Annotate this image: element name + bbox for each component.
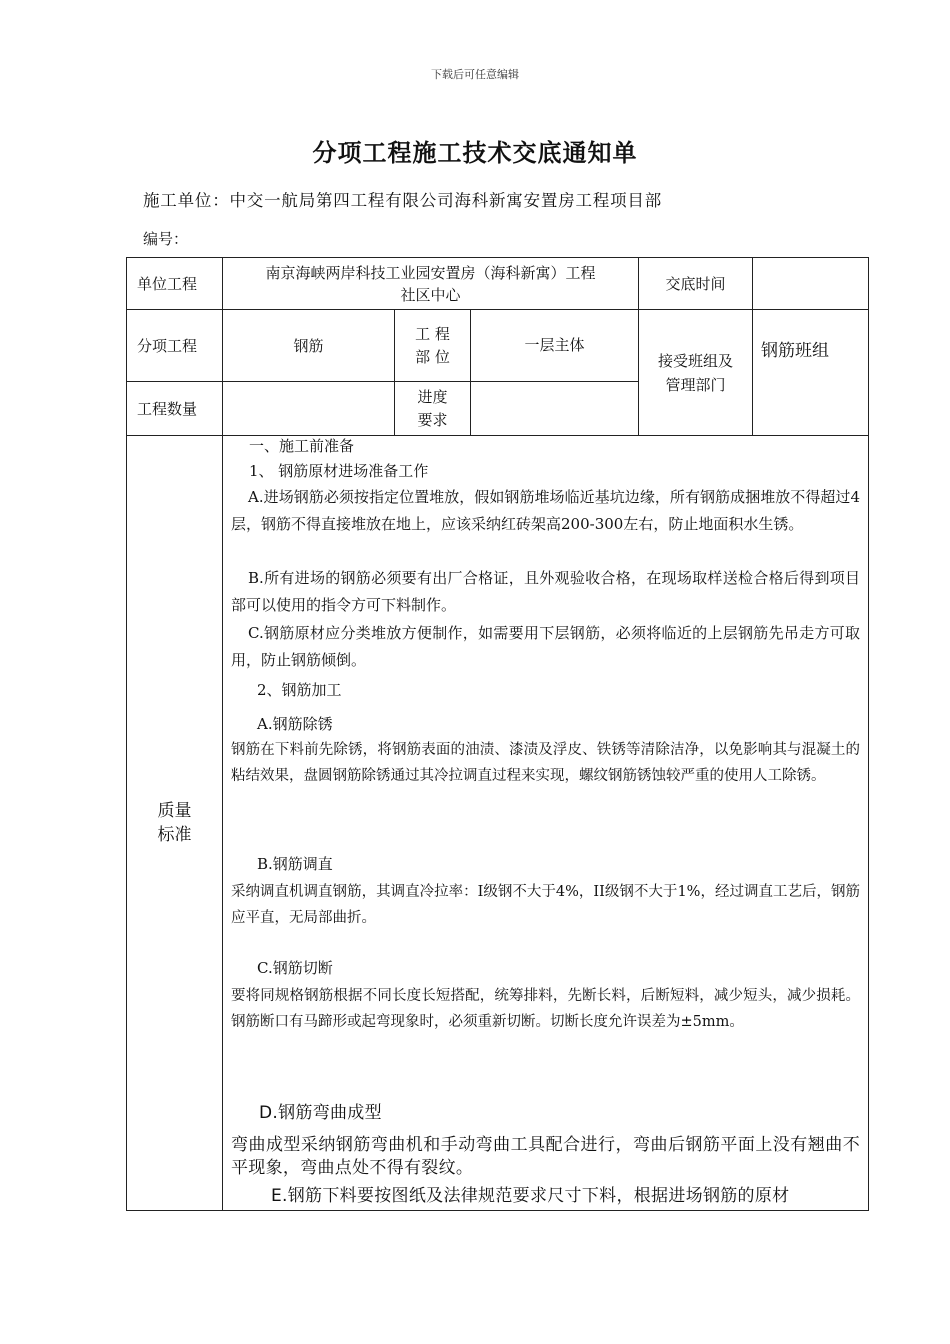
location-value: 一层主体 [471,310,639,382]
heading-b-straightening: B.钢筋调直 [257,855,333,873]
header-note: 下载后可任意编辑 [431,68,519,81]
handover-table [126,257,869,1211]
paragraph-a: A.进场钢筋必须按指定位置堆放，假如钢筋堆场临近基坑边缘，所有钢筋成捆堆放不得超过4层，钢筋不得直接堆放在地上，应该采纳红砖架高200-300左右，防止地面积水生锈。 [231,488,861,533]
construction-unit: 施工单位：中交一航局第四工程有限公司海科新寓安置房工程项目部 [143,191,662,210]
heading-d-bending: D.钢筋弯曲成型 [259,1103,382,1123]
document-title: 分项工程施工技术交底通知单 [312,138,638,167]
quantity-value [223,382,395,436]
team-value: 钢筋班组 [753,310,869,436]
serial-number-label: 编号： [143,230,189,248]
text-e-cutting-to-length: E.钢筋下料要按图纸及法律规范要求尺寸下料，根据进场钢筋的原材 [271,1186,790,1206]
sub-project-value: 钢筋 [223,310,395,382]
section-2-heading: 2、钢筋加工 [257,681,342,699]
quantity-label: 工程数量 [127,382,223,436]
paragraph-b: B.所有进场的钢筋必须要有出厂合格证，且外观验收合格，在现场取样送检合格后得到项目部可以使用的指令方可下料制作。 [231,569,861,614]
handover-time-label: 交底时间 [639,258,753,310]
heading-c-cutting: C.钢筋切断 [257,959,333,977]
schedule-label: 进度 要求 [395,382,471,436]
team-label: 接受班组及 管理部门 [639,310,753,436]
location-label: 工 程 部 位 [395,310,471,382]
quality-standard-label: 质量 标准 [127,436,223,1211]
text-b-straightening: 采纳调直机调直钢筋，其调直冷拉率：I级钢不大于4%，II级钢不大于1%，经过调直工艺后，钢筋应平直，无局部曲折。 [231,884,861,926]
section-1-1-heading: 1、 钢筋原材进场准备工作 [249,462,429,480]
handover-time-value [753,258,869,310]
text-d-bending: 弯曲成型采纳钢筋弯曲机和手动弯曲工具配合进行，弯曲后钢筋平面上没有翘曲不平现象，弯曲点处不得有裂纹。 [231,1135,861,1178]
heading-a-derusting: A.钢筋除锈 [257,715,333,733]
section-1-heading: 一、施工前准备 [249,437,355,455]
unit-project-label: 单位工程 [127,258,223,310]
paragraph-c: C.钢筋原材应分类堆放方便制作，如需要用下层钢筋，必须将临近的上层钢筋先吊走方可取用，防止钢筋倾倒。 [231,624,861,669]
text-c-cutting: 要将同规格钢筋根据不同长度长短搭配，统筹排料，先断长料，后断短料，减少短头，减少损耗。钢筋断口有马蹄形或起弯现象时，必须重新切断。切断长度允许误差为±5mm。 [231,988,861,1030]
quality-content [223,436,869,1211]
unit-project-value: 南京海峡两岸科技工业园安置房（海科新寓）工程 社区中心 [223,258,639,310]
text-a-derusting: 钢筋在下料前先除锈，将钢筋表面的油渍、漆渍及浮皮、铁锈等清除洁净，以免影响其与混凝土的粘结效果，盘圆钢筋除锈通过其冷拉调直过程来实现，螺纹钢筋锈蚀较严重的使用人工除锈。 [231,742,861,784]
sub-project-label: 分项工程 [127,310,223,382]
